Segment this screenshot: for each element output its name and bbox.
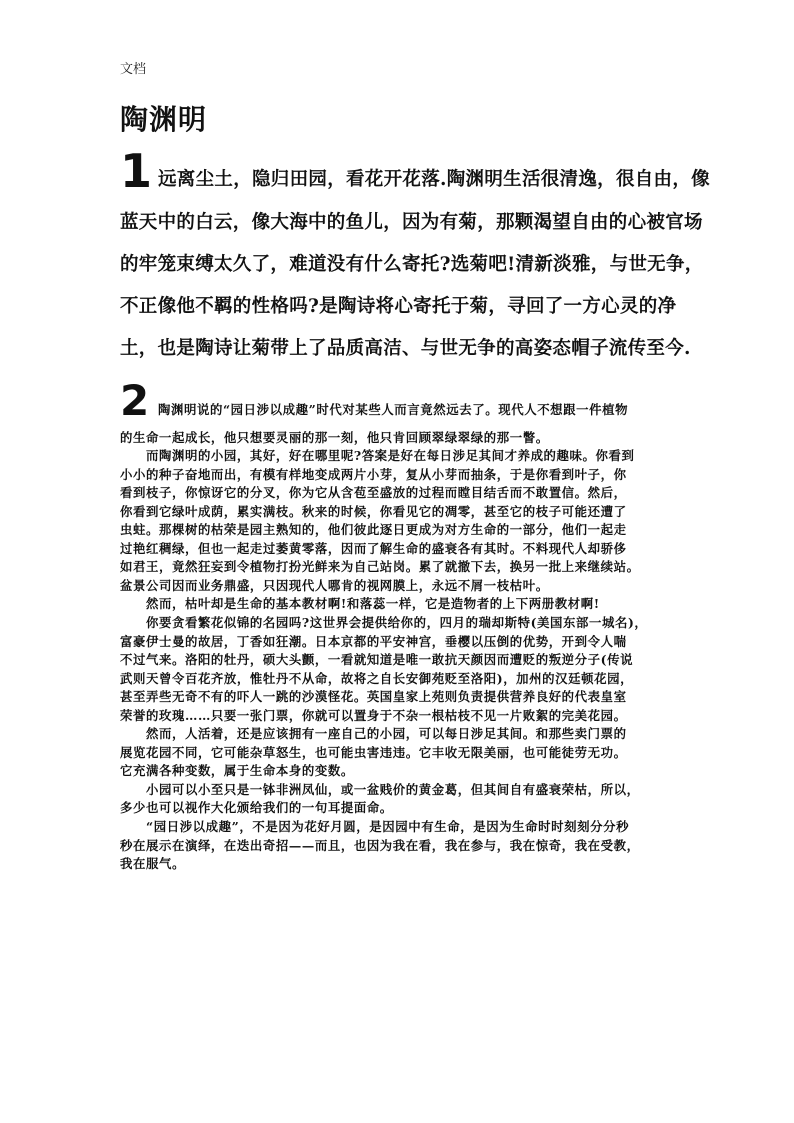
paragraph-line: 荣誉的玫瑰……只要一张门票，你就可以置身于不杂一根枯枝不见一片败絮的完美花园。 bbox=[120, 708, 627, 723]
paragraph-line: 看到枝子，你惊讶它的分叉，你为它从含苞至盛放的过程而瞠目结舌而不敢置信。然后， bbox=[120, 485, 627, 500]
paragraph-line: 土，也是陶诗让菊带上了品质高洁、与世无争的高姿态帽子流传至今. bbox=[120, 338, 691, 359]
paragraph-line: 展览花园不同，它可能杂草怒生，也可能虫害违违。它丰收无限美丽，也可能徒劳无功。 bbox=[120, 745, 627, 760]
paragraph-line: 虫蛀。那棵树的枯荣是园主熟知的，他们彼此逐日更成为对方生命的一部分，他们一起走 bbox=[120, 522, 627, 537]
paragraph-line: 盆景公司因而业务鼎盛，只因现代人哪肯的视网膜上，永远不屑一枝枯叶。 bbox=[120, 578, 549, 593]
paragraph-line: 远离尘土，隐归田园，看花开花落.陶渊明生活很清逸，很自由，像 bbox=[158, 169, 710, 190]
paragraph-line: 不正像他不羁的性格吗?是陶诗将心寄托于菊，寻回了一方心灵的净 bbox=[120, 296, 677, 317]
paragraph-line: 的生命一起成长，他只想要灵丽的那一刻，他只肯回顾翠绿翠绿的那一瞥。 bbox=[120, 430, 549, 445]
paragraph-line: 小园可以小至只是一钵非洲凤仙，或一盆贱价的黄金葛，但其间自有盛衰荣枯，所以， bbox=[120, 782, 640, 797]
paragraph-line: 我在服气。 bbox=[120, 856, 185, 871]
document-header-label: 文档 bbox=[120, 62, 147, 77]
paragraph-line: 秒在展示在演绎，在迭出奇招——而且，也因为我在看，我在参与，我在惊奇，我在受教， bbox=[120, 838, 640, 853]
page-title: 陶渊明 bbox=[120, 103, 208, 136]
paragraph-line: 然而，枯叶却是生命的基本教材啊!和落蕊一样，它是造物者的上下两册教材啊! bbox=[120, 596, 600, 611]
paragraph-line: 如君王，竟然狂妄到令植物打扮光鲜来为自己站岗。累了就撤下去，换另一批上来继续站。 bbox=[120, 559, 640, 574]
paragraph-line: 的牢笼束缚太久了，难道没有什么寄托?选菊吧!清新淡雅，与世无争， bbox=[120, 254, 704, 275]
paragraph-line: 它充满各种变数，属于生命本身的变数。 bbox=[120, 763, 354, 778]
paragraph-line: 蓝天中的白云，像大海中的鱼儿，因为有菊，那颗渴望自由的心被官场 bbox=[120, 212, 703, 233]
paragraph-line: 你看到它绿叶成荫，累实满枝。秋来的时候，你看见它的凋零，甚至它的枝子可能还遭了 bbox=[120, 504, 627, 519]
paragraph-line: 陶渊明说的“园日涉以成趣”时代对某些人而言竟然远去了。现代人不想跟一件植物 bbox=[158, 402, 629, 417]
paragraph-line: 而陶渊明的小园，其好，好在哪里呢?答案是好在每日涉足其间才养成的趣味。你看到 bbox=[120, 448, 635, 463]
paragraph-line: 然而，人活着，还是应该拥有一座自己的小园，可以每日涉足其间。和那些卖门票的 bbox=[120, 726, 627, 741]
paragraph-line: 过艳红稠绿，但也一起走过萎黄零落，因而了解生命的盛衰各有其时。不料现代人却骄侈 bbox=[120, 541, 627, 556]
paragraph-line: 你要贪看繁花似锦的名园吗?这世界会提供给你的，四月的瑞却斯特(美国东部一城名)， bbox=[120, 615, 648, 630]
paragraph-line: 不过气来。洛阳的牡丹，硕大头颤，一看就知道是唯一敢抗天颜因而遭贬的叛逆分子(传说 bbox=[120, 652, 634, 667]
section-number: 1 bbox=[120, 144, 153, 198]
paragraph-line: 富豪伊士曼的故居，丁香如狂潮。日本京都的平安神宫，垂樱以压倒的优势，开到令人喘 bbox=[120, 634, 627, 649]
paragraph-line: “园日涉以成趣”，不是因为花好月圆，是因园中有生命，是因为生命时时刻刻分分秒 bbox=[120, 819, 630, 834]
section-number: 2 bbox=[120, 376, 150, 425]
paragraph-line: 甚至弄些无奇不有的吓人一跳的沙漠怪花。英国皇家上苑则负责提供营养良好的代表皇室 bbox=[120, 689, 627, 704]
paragraph-line: 小小的种子奋地而出，有模有样地变成两片小芽，复从小芽而抽条，于是你看到叶子，你 bbox=[120, 467, 627, 482]
paragraph-line: 多少也可以视作大化颁给我们的一句耳提面命。 bbox=[120, 800, 393, 815]
paragraph-line: 武则天曾令百花齐放，惟牡丹不从命，故将之自长安御苑贬至洛阳)，加州的汉廷顿花园， bbox=[120, 671, 634, 686]
